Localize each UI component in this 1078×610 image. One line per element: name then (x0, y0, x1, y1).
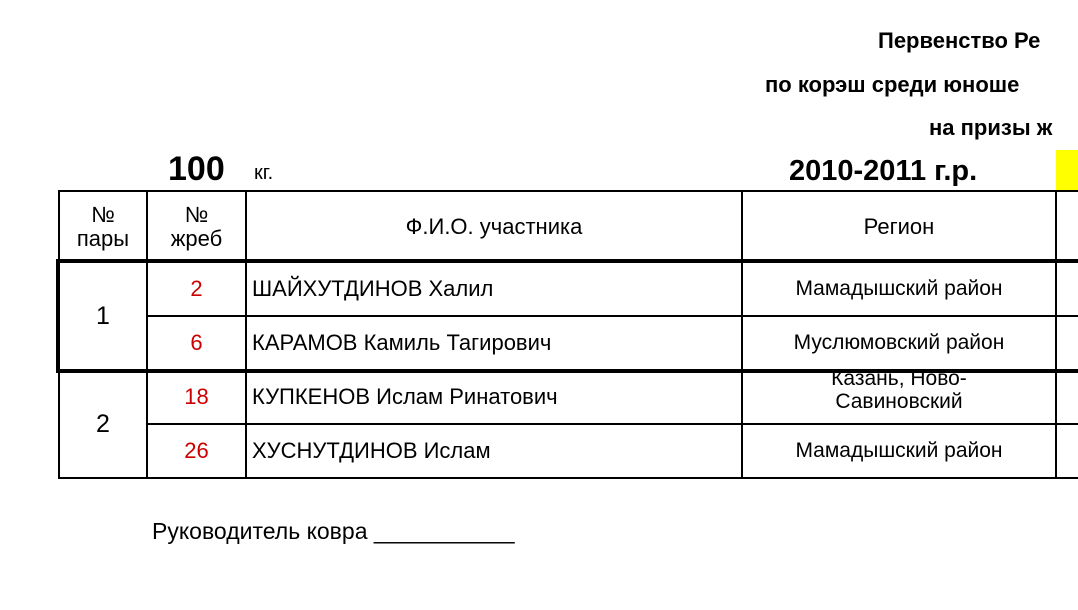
birth-years: 2010-2011 г.р. (789, 155, 978, 187)
draw-number (146, 261, 247, 317)
competition-title: Первенство Ре (878, 28, 1041, 53)
draw-number (146, 315, 247, 371)
participant-name (245, 423, 743, 479)
participant-region (741, 315, 1057, 371)
draw-number (146, 369, 247, 425)
extra-cell (1055, 315, 1078, 371)
weight-category: 100 (168, 150, 225, 188)
extra-cell (1055, 261, 1078, 317)
region-header-label: Регион (863, 213, 935, 239)
extra-cell (1055, 369, 1078, 425)
pair-number (58, 369, 148, 479)
competition-subtitle: по корэш среди юноше (765, 72, 1020, 97)
column-header-region (741, 190, 1057, 263)
draw-no-header-line1: № (184, 201, 209, 227)
draw-number (146, 423, 247, 479)
participant-name-value: ХУСНУТДИНОВ Ислам (252, 438, 491, 464)
participant-region-value: Муслюмовский район (793, 330, 1005, 354)
participant-region (741, 261, 1057, 317)
participant-region-value: Мамадышский район (795, 438, 1003, 462)
column-header-pair-no (58, 190, 148, 263)
mat-supervisor-signature: Руководитель ковра ___________ (152, 518, 515, 544)
participant-name (245, 261, 743, 317)
participant-region-line2: Савиновский (835, 389, 963, 413)
column-header-name (245, 190, 743, 263)
column-header-draw-no (146, 190, 247, 263)
draw-number-value: 18 (184, 384, 209, 410)
participant-region-line1: Казань, Ново- (831, 367, 967, 390)
highlight-cell (1056, 150, 1078, 190)
participant-name (245, 315, 743, 371)
pair-no-header-line1: № (91, 201, 115, 227)
participant-region-value: Мамадышский район (795, 276, 1003, 300)
draw-no-header-line2: жреб (170, 225, 223, 251)
participant-name (245, 369, 743, 425)
pair-no-header-line2: пары (76, 225, 130, 251)
pair-number-value: 2 (96, 409, 110, 438)
draw-number-value: 26 (184, 438, 209, 464)
participant-name-value: КАРАМОВ Камиль Тагирович (252, 330, 552, 356)
name-header-label: Ф.И.О. участника (405, 213, 583, 239)
pair-number-value: 1 (96, 301, 110, 330)
draw-number-value: 2 (190, 276, 203, 302)
participant-name-value: КУПКЕНОВ Ислам Ринатович (252, 384, 558, 410)
extra-cell (1055, 423, 1078, 479)
participant-region (741, 423, 1057, 479)
competition-prizes: на призы ж (929, 115, 1053, 140)
pair-number (58, 261, 148, 371)
column-header-extra (1055, 190, 1078, 263)
participant-name-value: ШАЙХУТДИНОВ Халил (252, 276, 494, 302)
weight-unit: кг. (254, 162, 274, 184)
draw-number-value: 6 (190, 330, 203, 356)
participant-region (741, 369, 1057, 425)
